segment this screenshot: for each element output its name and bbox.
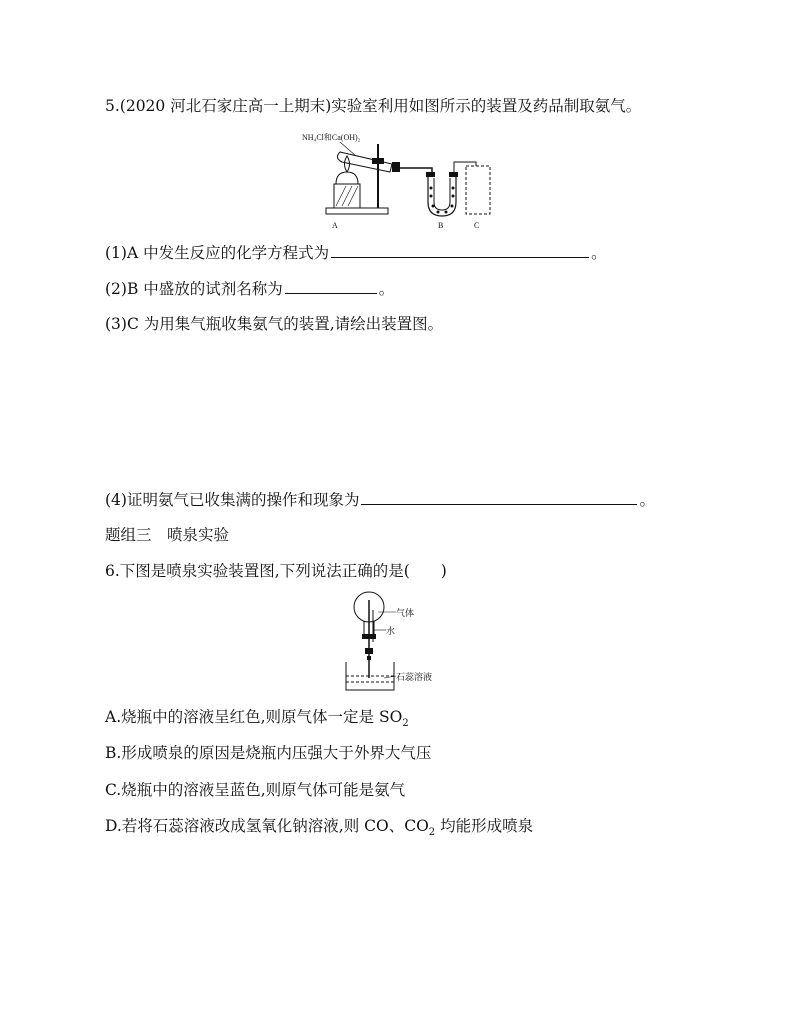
flame: [345, 156, 350, 172]
label-a: A: [332, 221, 338, 230]
q6-stem: [105, 561, 447, 581]
q5-part4-text: (4)证明氨气已收集满的操作和现象为: [105, 491, 360, 509]
q6-option-b[interactable]: B.形成喷泉的原因是烧瓶内压强大于外界大气压: [105, 744, 432, 762]
q5-part1-text: (1)A 中发生反应的化学方程式为: [105, 244, 330, 262]
label-b: B: [438, 221, 444, 230]
q5-part1-blank[interactable]: [331, 242, 589, 258]
q5-part1: (1)A 中发生反应的化学方程式为 。: [105, 244, 607, 262]
q5-part3: [105, 314, 443, 334]
bottle-c-dashed: [466, 166, 490, 214]
q5-stem-text: 5.(2020 河北石家庄高一上期末)实验室利用如图所示的装置及药品制取氨气。: [105, 97, 642, 115]
solution-label: 石蕊溶液: [396, 672, 433, 682]
q5-part4-blank[interactable]: [361, 489, 637, 505]
alcohol-lamp: [336, 172, 358, 184]
q5-stem: [105, 96, 641, 116]
gas-label: 气体: [396, 608, 415, 618]
pinch-clip: [365, 648, 373, 654]
label-c: C: [474, 221, 480, 230]
q5-part4: (4)证明氨气已收集满的操作和现象为 。: [105, 491, 655, 509]
water-label: 水: [386, 626, 396, 636]
q5-part3-text: (3)C 为用集气瓶收集氨气的装置,请绘出装置图。: [105, 315, 444, 333]
stopper: [392, 162, 400, 172]
clamp: [372, 158, 384, 164]
section-title: 题组三 喷泉实验: [105, 526, 230, 544]
u-tube-b: [428, 172, 456, 216]
q6-fountain-figure: [340, 590, 450, 700]
q5-reagent-label: NH₄Cl和Ca(OH)₂: [302, 133, 361, 142]
q5-apparatus-figure: [300, 128, 520, 232]
q6-option-c[interactable]: C.烧瓶中的溶液呈蓝色,则原气体可能是氨气: [105, 781, 406, 799]
q6-stem-text: 6.下图是喷泉实验装置图,下列说法正确的是( ): [105, 562, 447, 580]
q5-part2: (2)B 中盛放的试剂名称为 。: [105, 280, 395, 298]
q6-option-d[interactable]: D.若将石蕊溶液改成氢氧化钠溶液,则 CO、$CO_2$ 均能形成喷泉: [105, 817, 534, 839]
stand-base: [326, 208, 388, 214]
q5-part2-blank[interactable]: [285, 278, 377, 294]
q5-part2-text: (2)B 中盛放的试剂名称为: [105, 280, 283, 298]
q6-option-a[interactable]: A.烧瓶中的溶液呈红色,则原气体一定是 $SO_2$: [105, 708, 409, 730]
